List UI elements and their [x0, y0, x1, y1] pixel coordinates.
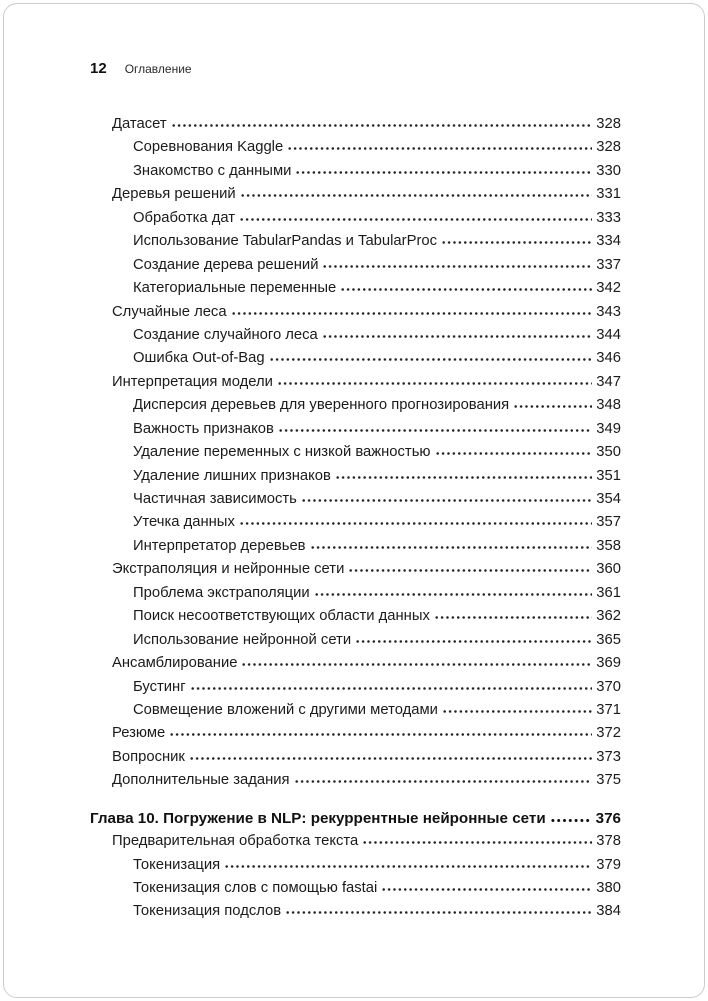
toc-entry — [133, 702, 621, 725]
toc-entry-title: Датасет — [112, 116, 167, 132]
toc-entry — [133, 444, 621, 467]
toc-entry-page: 347 — [596, 373, 621, 390]
toc-entry — [112, 116, 621, 139]
page-number: 12 — [90, 60, 107, 77]
toc-entry — [133, 903, 621, 926]
toc-dot-leader — [285, 910, 592, 915]
toc-entry-title: Дисперсия деревьев для уверенного прогнозирования — [133, 397, 510, 414]
toc-entry-page: 328 — [596, 139, 621, 156]
toc-entry-page: 370 — [596, 678, 621, 695]
toc-entry-page: 348 — [596, 397, 621, 414]
toc-dot-leader — [231, 311, 592, 316]
toc-dot-leader — [294, 779, 592, 784]
toc-entry-page: 357 — [596, 514, 621, 531]
toc-entry-title: Дополнительные задания — [112, 772, 290, 789]
toc-entry — [133, 491, 621, 514]
toc-entry — [112, 655, 621, 678]
toc-entry — [133, 139, 621, 162]
toc-dot-leader — [314, 592, 592, 597]
toc-dot-leader — [322, 264, 592, 269]
toc-entry-title: Обработка дат — [133, 209, 236, 226]
toc-entry-page: 334 — [596, 233, 621, 250]
toc-entry-page: 343 — [596, 303, 621, 320]
toc-entry-page: 380 — [596, 880, 621, 896]
toc-dot-leader — [189, 756, 592, 761]
toc-entry-title: Проблема экстраполяции — [133, 584, 310, 601]
toc-entry-page: 373 — [596, 748, 621, 765]
toc-entry-page: 350 — [596, 444, 621, 461]
toc-dot-leader — [340, 287, 592, 292]
toc-entry — [112, 186, 621, 209]
toc-entry — [133, 679, 621, 702]
toc-dot-leader — [434, 615, 592, 620]
toc-entry-page: 360 — [596, 561, 621, 578]
toc-entry-title: Использование нейронной сети — [133, 631, 352, 648]
toc-entry-page: 376 — [595, 809, 621, 827]
toc-dot-leader — [269, 357, 592, 362]
toc-dot-leader — [295, 170, 592, 175]
toc-entry-page: 361 — [596, 584, 621, 601]
toc-entry — [112, 772, 621, 795]
toc-dot-leader — [550, 818, 592, 823]
toc-dot-leader — [240, 193, 592, 198]
toc-entry-page: 328 — [596, 116, 621, 132]
toc-entry-title: Токенизация слов с помощью fastai — [133, 880, 378, 896]
toc-dot-leader — [278, 428, 592, 433]
toc-entry-page: 344 — [596, 326, 621, 343]
toc-entry-title: Удаление переменных с низкой важностью — [133, 444, 431, 461]
toc-entry-title: Глава 10. Погружение в NLP: рекуррентные нейронные сети — [90, 809, 546, 827]
toc-entry-page: 378 — [596, 833, 621, 850]
toc-entry-page: 362 — [596, 608, 621, 625]
toc-entry-page: 330 — [596, 162, 621, 179]
toc-entry — [133, 327, 621, 350]
toc-dot-leader — [435, 451, 592, 456]
toc-entry — [133, 210, 621, 233]
toc-dot-leader — [442, 709, 592, 714]
toc-entry-page: 342 — [596, 280, 621, 297]
toc-entry — [133, 585, 621, 608]
toc-entry-page: 365 — [596, 631, 621, 648]
toc-entry-title: Удаление лишних признаков — [133, 467, 331, 484]
toc-entry — [133, 880, 621, 903]
toc-entry — [112, 749, 621, 772]
toc-entry-page: 346 — [596, 350, 621, 367]
toc-entry-title: Бустинг — [133, 678, 186, 695]
toc-entry-title: Токенизация подслов — [133, 903, 282, 920]
toc-entry-page: 333 — [596, 209, 621, 226]
toc-entry — [133, 538, 621, 561]
toc-entry — [133, 468, 621, 491]
toc-dot-leader — [239, 217, 592, 222]
toc-dot-leader — [171, 123, 592, 128]
toc-list — [90, 116, 621, 927]
toc-entry-title: Знакомство с данными — [133, 162, 292, 179]
toc-entry-title: Категориальные переменные — [133, 280, 337, 297]
toc-entry-page: 371 — [596, 701, 621, 718]
toc-entry-title: Поиск несоответствующих области данных — [133, 608, 430, 625]
toc-dot-leader — [239, 521, 592, 526]
toc-dot-leader — [441, 240, 592, 245]
toc-entry-page: 349 — [596, 420, 621, 437]
toc-entry-title: Важность признаков — [133, 420, 274, 437]
page-header — [90, 60, 621, 77]
toc-dot-leader — [241, 662, 592, 667]
toc-entry — [112, 833, 621, 856]
toc-entry-page: 351 — [596, 467, 621, 484]
toc-entry — [133, 163, 621, 186]
toc-entry-title: Создание случайного леса — [133, 326, 318, 343]
toc-dot-leader — [310, 545, 592, 550]
toc-dot-leader — [301, 498, 592, 503]
toc-dot-leader — [513, 404, 592, 409]
toc-entry-page: 372 — [596, 725, 621, 742]
toc-entry — [133, 421, 621, 444]
book-page — [3, 3, 705, 998]
toc-entry-page: 375 — [596, 772, 621, 789]
toc-entry-title: Утечка данных — [133, 514, 235, 531]
toc-entry-page: 331 — [596, 186, 621, 203]
toc-entry-title: Ансамблирование — [112, 655, 238, 672]
toc-entry-page: 358 — [596, 537, 621, 554]
toc-entry-title: Совмещение вложений с другими методами — [133, 701, 438, 718]
toc-dot-leader — [381, 887, 592, 892]
toc-entry — [133, 397, 621, 420]
toc-dot-leader — [277, 381, 592, 386]
toc-entry — [133, 280, 621, 303]
toc-dot-leader — [335, 475, 592, 480]
toc-entry — [112, 725, 621, 748]
toc-entry-title: Соревнования Kaggle — [133, 139, 284, 156]
toc-dot-leader — [322, 334, 592, 339]
toc-entry — [112, 561, 621, 584]
toc-entry — [133, 857, 621, 880]
toc-entry-title: Интерпретация модели — [112, 373, 273, 390]
toc-entry-title: Частичная зависимость — [133, 491, 297, 507]
toc-entry-title: Токенизация — [133, 856, 221, 873]
toc-entry-title: Ошибка Out-of-Bag — [133, 350, 265, 367]
toc-entry-title: Предварительная обработка текста — [112, 833, 359, 850]
toc-entry — [133, 608, 621, 631]
toc-dot-leader — [362, 840, 592, 845]
toc-dot-leader — [190, 686, 592, 691]
toc-entry-title: Деревья решений — [112, 186, 236, 203]
toc-entry — [133, 632, 621, 655]
toc-entry — [112, 374, 621, 397]
toc-entry-title: Интерпретатор деревьев — [133, 537, 306, 554]
toc-entry — [133, 514, 621, 537]
toc-entry — [112, 304, 621, 327]
toc-entry-title: Случайные леса — [112, 303, 227, 320]
toc-entry — [90, 810, 621, 833]
toc-entry — [133, 350, 621, 373]
toc-entry-title: Вопросник — [112, 748, 185, 765]
toc-entry-title: Использование TabularPandas и TabularProc — [133, 233, 438, 250]
running-title: Оглавление — [124, 62, 192, 76]
toc-entry-title: Создание дерева решений — [133, 256, 319, 273]
toc-entry-title: Экстраполяция и нейронные сети — [112, 561, 345, 578]
toc-dot-leader — [169, 732, 592, 737]
toc-entry-page: 337 — [596, 256, 621, 273]
toc-dot-leader — [348, 568, 592, 573]
toc-entry-page: 354 — [596, 491, 621, 507]
toc-entry-page: 384 — [596, 903, 621, 920]
toc-entry — [133, 233, 621, 256]
toc-entry — [133, 257, 621, 280]
toc-entry-page: 379 — [596, 856, 621, 873]
toc-dot-leader — [355, 639, 592, 644]
toc-entry-title: Резюме — [112, 725, 166, 742]
toc-entry-page: 369 — [596, 655, 621, 672]
toc-dot-leader — [287, 146, 592, 151]
toc-dot-leader — [224, 864, 592, 869]
